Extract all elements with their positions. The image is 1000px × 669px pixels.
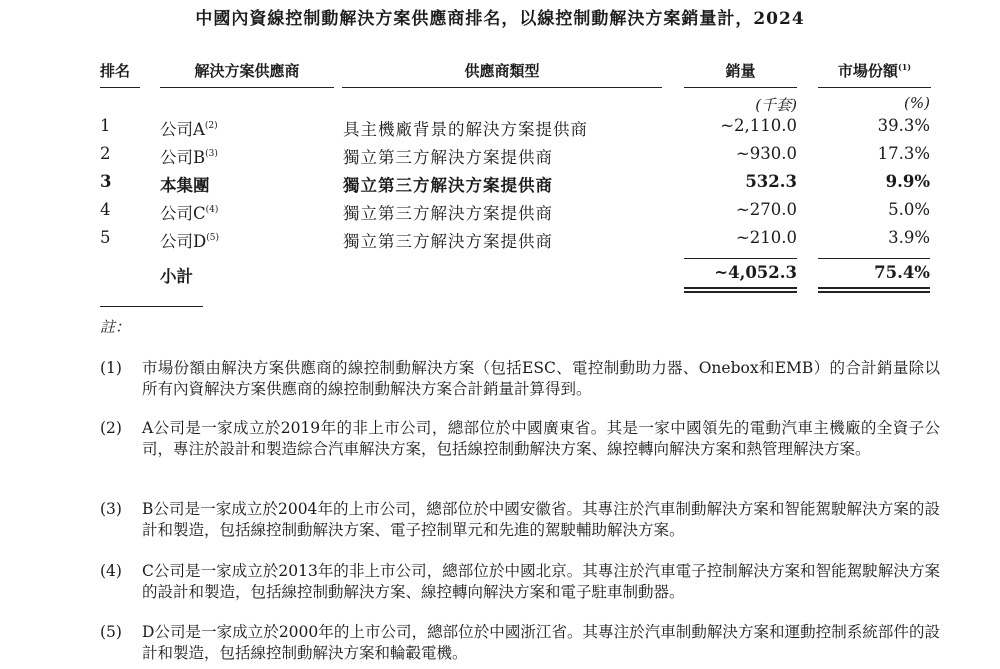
footnote-number: (2) bbox=[100, 419, 122, 437]
cell-share bbox=[818, 144, 930, 163]
total-double-rule-volume bbox=[684, 287, 797, 293]
cell-share bbox=[818, 172, 930, 191]
table-row bbox=[0, 116, 1000, 142]
footnote-text: 市場份額由解決方案供應商的線控制動解決方案（包括ESC、電控制動助力器、Onebox和EMB）的合計銷量除以所有內資解決方案供應商的線控制動解決方案合計銷量計算得到。 bbox=[142, 359, 940, 398]
cell-rank bbox=[100, 172, 111, 191]
header-rank-label: 排名 bbox=[100, 62, 131, 80]
cell-share-text: 3.9% bbox=[888, 228, 930, 247]
cell-type bbox=[343, 144, 553, 168]
header-supplier-label: 解決方案供應商 bbox=[194, 62, 300, 80]
cell-type bbox=[343, 116, 588, 140]
cell-supplier bbox=[160, 200, 218, 224]
table-row bbox=[0, 144, 1000, 170]
cell-supplier-text: 公司C bbox=[160, 204, 206, 223]
cell-rank bbox=[100, 144, 111, 163]
header-share-footnote: (1) bbox=[897, 62, 912, 72]
cell-type bbox=[343, 172, 553, 196]
cell-volume-text: ~210.0 bbox=[735, 228, 797, 247]
footnote-number: (1) bbox=[100, 359, 122, 377]
subtotal-rule-volume bbox=[684, 258, 797, 259]
cell-volume bbox=[684, 200, 797, 219]
cell-type-text: 獨立第三方解決方案提供商 bbox=[343, 176, 553, 195]
cell-type bbox=[343, 200, 553, 224]
footnote-number: (4) bbox=[100, 562, 122, 580]
footnote-text: D公司是一家成立於2000年的上市公司，總部位於中國浙江省。其專注於汽車制動解決方案和運動控制系統部件的設計和製造，包括線控制動解決方案和輪轂電機。 bbox=[142, 623, 940, 662]
cell-supplier bbox=[160, 144, 218, 168]
cell-volume-text: 532.3 bbox=[745, 172, 797, 191]
cell-rank-text: 2 bbox=[100, 144, 111, 163]
cell-type-text: 獨立第三方解決方案提供商 bbox=[343, 148, 553, 167]
cell-volume bbox=[684, 144, 797, 163]
subtotal-label: 小計 bbox=[160, 267, 193, 286]
header-share-label: 市場份額 bbox=[837, 62, 898, 80]
header-type-label: 供應商類型 bbox=[464, 62, 540, 80]
header-volume bbox=[684, 60, 797, 88]
header-supplier bbox=[160, 60, 334, 88]
subtotal-row bbox=[0, 263, 1000, 289]
cell-supplier-text: 本集團 bbox=[160, 176, 210, 195]
cell-type-text: 具主機廠背景的解決方案提供商 bbox=[343, 120, 588, 139]
unit-volume: (千套) bbox=[755, 96, 797, 114]
header-type bbox=[342, 60, 662, 88]
header-volume-label: 銷量 bbox=[725, 62, 756, 80]
footnote-text: A公司是一家成立於2019年的非上市公司，總部位於中國廣東省。其是一家中國領先的電動汽車主機廠的全資子公司，專注於設計和製造綜合汽車解決方案，包括線控制動解決方案、線控轉向解決方案和熱管理解決方案。 bbox=[142, 419, 940, 458]
supplier-footnote-ref: (3) bbox=[205, 149, 218, 159]
cell-volume-text: ~270.0 bbox=[735, 200, 797, 219]
cell-share-text: 39.3% bbox=[877, 116, 930, 135]
cell-share-text: 5.0% bbox=[888, 200, 930, 219]
subtotal-volume: ~4,052.3 bbox=[714, 263, 797, 282]
cell-type-text: 獨立第三方解決方案提供商 bbox=[343, 204, 553, 223]
cell-rank-text: 1 bbox=[100, 116, 111, 135]
cell-supplier bbox=[160, 172, 210, 196]
cell-share bbox=[818, 200, 930, 219]
subtotal-share: 75.4% bbox=[874, 263, 930, 282]
supplier-footnote-ref: (2) bbox=[204, 121, 218, 131]
header-rank bbox=[100, 60, 140, 88]
cell-supplier-text: 公司D bbox=[160, 232, 207, 251]
table-row bbox=[0, 200, 1000, 226]
cell-share bbox=[818, 116, 930, 135]
cell-volume-text: ~2,110.0 bbox=[720, 116, 797, 135]
cell-volume bbox=[684, 228, 797, 247]
footnote-text: B公司是一家成立於2004年的上市公司，總部位於中國安徽省。其專注於汽車制動解決方案和智能駕駛解決方案的設計和製造，包括線控制動解決方案、電子控制單元和先進的駕駛輔助解決方案。 bbox=[142, 500, 940, 539]
cell-volume bbox=[684, 172, 797, 191]
supplier-footnote-ref: (4) bbox=[205, 205, 219, 215]
cell-share-text: 9.9% bbox=[885, 172, 930, 191]
cell-supplier bbox=[160, 116, 218, 140]
footnote-number: (5) bbox=[100, 623, 122, 641]
cell-rank-text: 3 bbox=[100, 172, 112, 191]
cell-share-text: 17.3% bbox=[877, 144, 930, 163]
cell-type-text: 獨立第三方解決方案提供商 bbox=[343, 232, 553, 251]
cell-supplier bbox=[160, 228, 219, 252]
subtotal-rule-share bbox=[818, 258, 930, 259]
cell-supplier-text: 公司B bbox=[160, 148, 206, 167]
cell-rank bbox=[100, 116, 111, 135]
cell-rank-text: 5 bbox=[100, 228, 111, 247]
document-title: 中國內資線控制動解決方案供應商排名，以線控制動解決方案銷量計，2024 bbox=[195, 9, 805, 29]
unit-share: (%) bbox=[904, 94, 930, 112]
cell-rank bbox=[100, 228, 111, 247]
notes-separator bbox=[100, 306, 203, 307]
cell-supplier-text: 公司A bbox=[160, 120, 205, 139]
cell-rank-text: 4 bbox=[100, 200, 111, 219]
total-double-rule-share bbox=[818, 287, 930, 293]
notes-label: 註： bbox=[100, 318, 131, 336]
footnote-number: (3) bbox=[100, 500, 122, 518]
table-row bbox=[0, 228, 1000, 254]
footnote-text: C公司是一家成立於2013年的非上市公司，總部位於中國北京。其專注於汽車電子控制解決方案和智能駕駛解決方案的設計和製造，包括線控制動解決方案、線控轉向解決方案和電子駐車制動器。 bbox=[142, 562, 940, 601]
table-row bbox=[0, 172, 1000, 198]
cell-volume-text: ~930.0 bbox=[735, 144, 797, 163]
supplier-footnote-ref: (5) bbox=[206, 233, 219, 243]
cell-type bbox=[343, 228, 553, 252]
cell-volume bbox=[684, 116, 797, 135]
cell-rank bbox=[100, 200, 111, 219]
header-share bbox=[818, 60, 931, 88]
cell-share bbox=[818, 228, 930, 247]
